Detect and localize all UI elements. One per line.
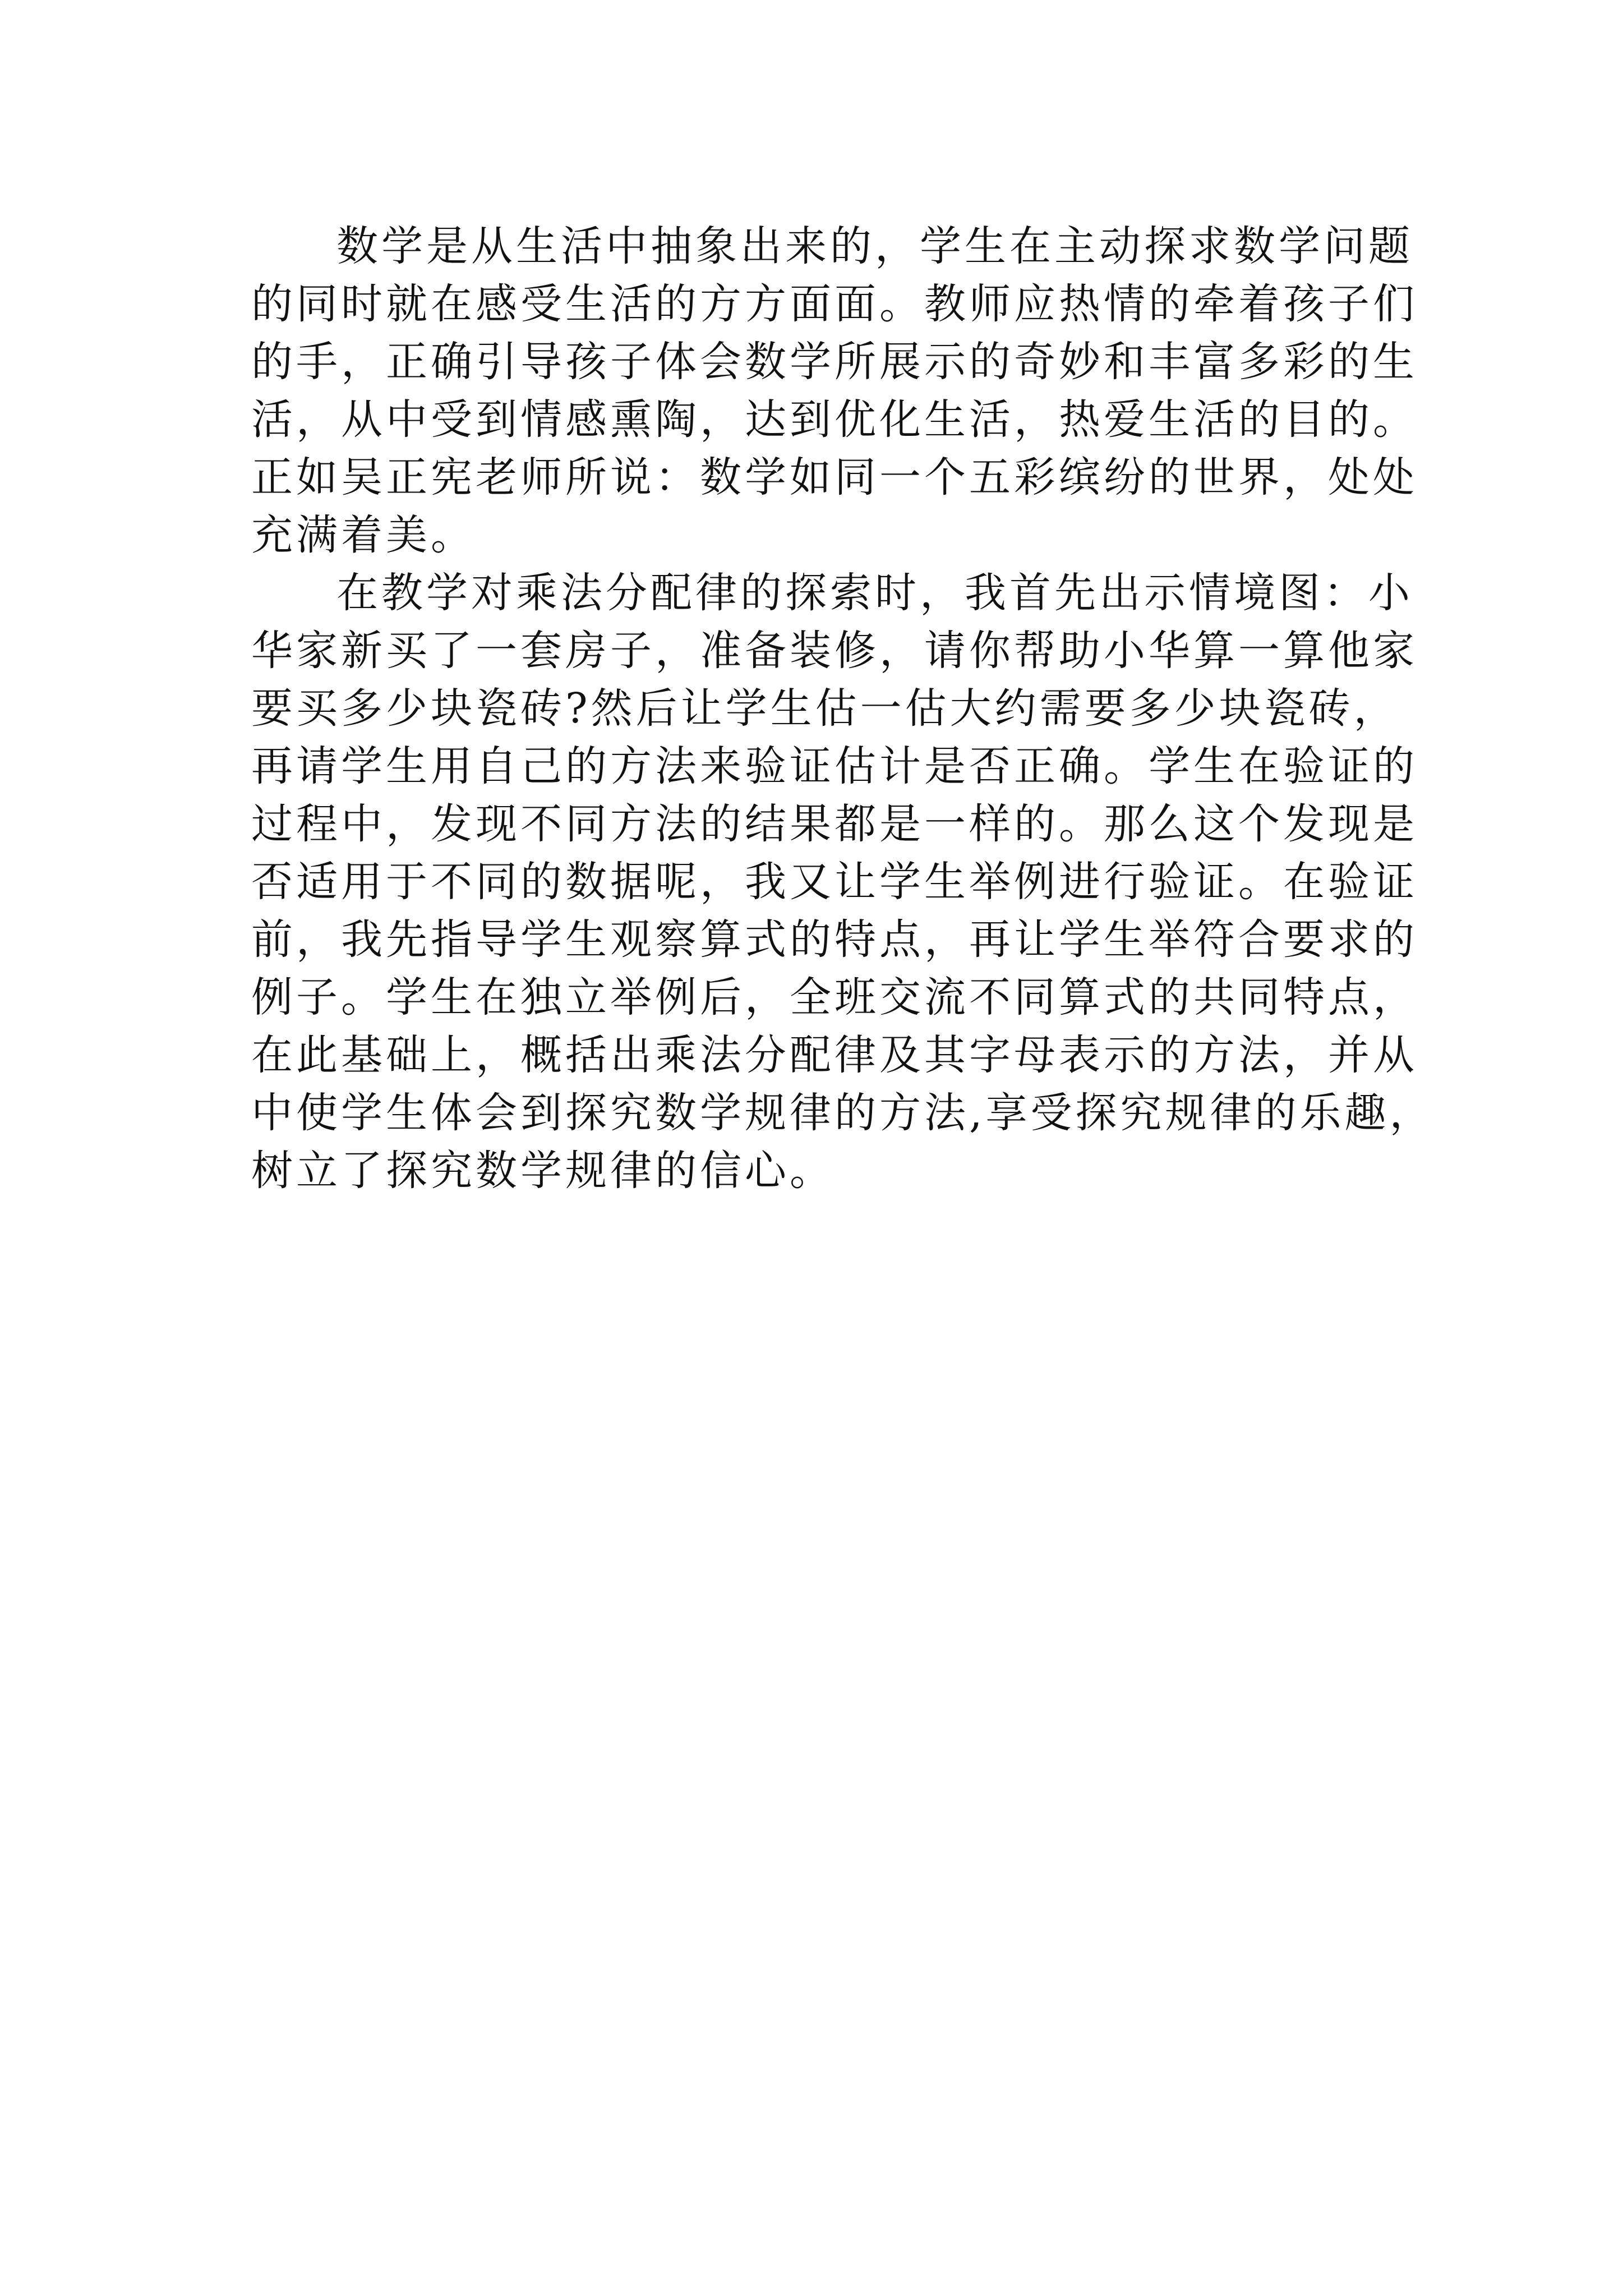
paragraph-line: 在此基础上，概括出乘法分配律及其字母表示的方法，并从 [251,1031,1418,1079]
paragraph-1 [251,218,1418,564]
paragraph-line: 的手，正确引导孩子体会数学所展示的奇妙和丰富多彩的生 [251,338,1418,386]
paragraph-2 [251,564,1435,1200]
document-body [251,218,1435,1200]
paragraph-line: 前，我先指导学生观察算式的特点，再让学生举符合要求的 [251,915,1418,964]
paragraph-line: 的同时就在感受生活的方方面面。教师应热情的牵着孩子们 [251,280,1418,328]
paragraph-line: 活，从中受到情感熏陶，达到优化生活，热爱生活的目的。 [251,395,1418,444]
paragraph-line: 在教学对乘法分配律的探索时，我首先出示情境图：小 [336,569,1413,617]
paragraph-line: 否适用于不同的数据呢，我又让学生举例进行验证。在验证 [251,858,1418,906]
paragraph-line: 充满着美。 [251,511,476,559]
paragraph-line: 过程中，发现不同方法的结果都是一样的。那么这个发现是 [251,800,1418,848]
paragraph-line: 数学是从生活中抽象出来的，学生在主动探求数学问题 [336,222,1413,270]
paragraph-line: 再请学生用自己的方法来验证估计是否正确。学生在验证的 [251,742,1418,790]
paragraph-line: 中使学生体会到探究数学规律的方法,享受探究规律的乐趣， [251,1089,1435,1137]
paragraph-line: 华家新买了一套房子，准备装修，请你帮助小华算一算他家 [251,627,1418,675]
paragraph-line: 树立了探究数学规律的信心。 [251,1147,834,1195]
paragraph-line: 要买多少块瓷砖?然后让学生估一估大约需要多少块瓷砖， [251,684,1399,733]
paragraph-line: 正如吴正宪老师所说：数学如同一个五彩缤纷的世界，处处 [251,453,1418,501]
paragraph-line: 例子。学生在独立举例后，全班交流不同算式的共同特点， [251,973,1418,1022]
